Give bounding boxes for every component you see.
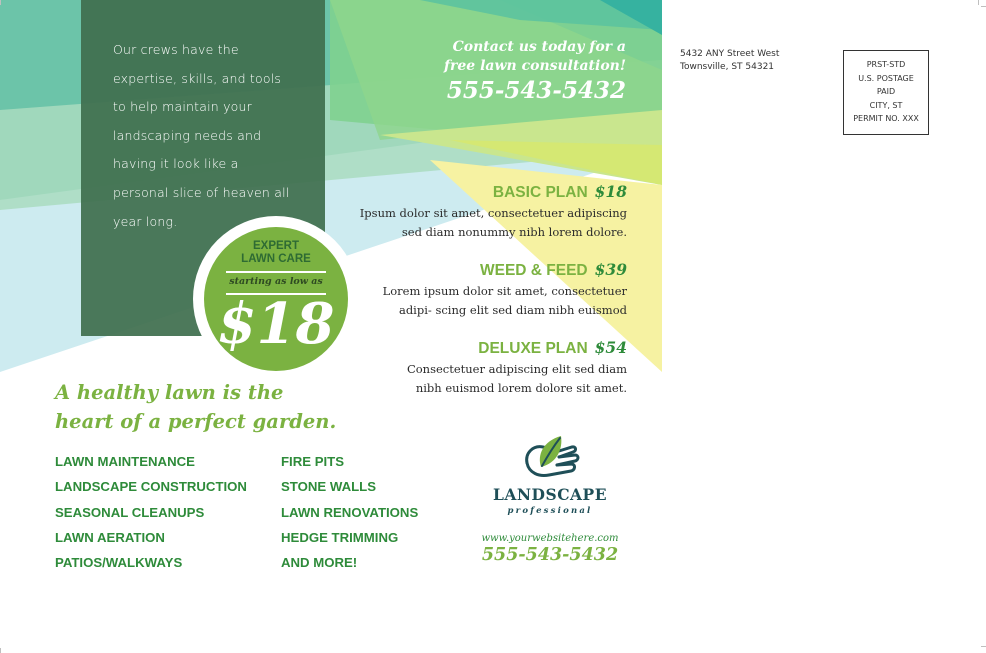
plan-price: $54 <box>594 338 627 357</box>
plan-desc: Consectetuer adipiscing elit sed diam <box>406 362 627 376</box>
contact-phone: 555-543-5432 <box>446 77 626 104</box>
service-item: LAWN MAINTENANCE <box>55 454 195 469</box>
plan-desc: nibh euismod lorem dolore sit amet. <box>415 380 627 395</box>
service-item: HEDGE TRIMMING <box>281 529 399 545</box>
postage-line: U.S. POSTAGE <box>858 73 914 83</box>
plan-price: $18 <box>594 182 627 201</box>
badge-line1: EXPERT <box>252 240 299 252</box>
service-item: LAWN AERATION <box>55 529 165 545</box>
intro-line: expertise, skills, and tools <box>113 70 282 86</box>
logo-name: LANDSCAPE <box>492 485 608 504</box>
plan-desc: Lorem ipsum dolor sit amet, consectetuer <box>382 284 627 298</box>
plan-desc: sed diam nonummy nibh lorem dolore. <box>401 224 627 239</box>
leaf-hand-icon <box>521 433 581 481</box>
address-line1: 5432 ANY Street West <box>680 49 780 59</box>
crop-mark <box>0 648 1 653</box>
service-item: AND MORE! <box>281 555 358 571</box>
intro-line: personal slice of heaven all <box>113 184 290 200</box>
postage-indicia <box>843 50 929 135</box>
service-item: PATIOS/WALKWAYS <box>55 555 183 571</box>
service-item: STONE WALLS <box>281 479 377 495</box>
plan-name: WEED & FEED <box>479 262 588 279</box>
service-item: FIRE PITS <box>281 454 345 469</box>
contact-block <box>420 38 626 106</box>
plan-item <box>352 258 627 319</box>
services-column-2 <box>281 449 418 575</box>
price-badge <box>204 227 348 371</box>
footer-phone: 555-543-5432 <box>481 545 619 565</box>
postage-line: PAID <box>876 87 896 97</box>
crop-mark <box>981 6 986 7</box>
plan-name: DELUXE PLAN <box>478 340 588 357</box>
return-address <box>680 48 779 74</box>
plan-name: BASIC PLAN <box>492 184 588 201</box>
contact-line1: Contact us today for a <box>452 39 626 55</box>
intro-line: Our crews have the <box>113 42 239 57</box>
plan-item <box>352 336 627 397</box>
badge-price: $18 <box>217 291 335 357</box>
plan-desc: Ipsum dolor sit amet, consectetuer adipiscing <box>359 206 627 220</box>
tagline-line2: heart of a perfect garden. <box>55 410 337 433</box>
service-item: LANDSCAPE CONSTRUCTION <box>55 479 247 495</box>
tagline-line1: A healthy lawn is the <box>55 381 284 404</box>
intro-line: to help maintain your <box>113 99 252 115</box>
badge-starting-text: starting as low as <box>229 276 323 287</box>
plan-desc: adipi- scing elit sed diam nibh euismod <box>398 302 627 317</box>
intro-line: landscaping needs and <box>113 127 262 143</box>
intro-text <box>113 36 309 236</box>
address-line2: Townsville, ST 54321 <box>680 62 775 72</box>
crop-mark <box>0 0 1 5</box>
intro-line: year long. <box>113 213 178 229</box>
badge-divider <box>226 271 326 273</box>
crop-mark <box>981 646 986 647</box>
contact-line2: free lawn consultation! <box>444 58 626 74</box>
postage-line: PRST-STD <box>866 60 906 69</box>
website-link[interactable]: www.yourwebsitehere.com <box>481 533 619 544</box>
intro-line: having it look like a <box>113 156 239 172</box>
service-item: SEASONAL CLEANUPS <box>55 504 205 520</box>
badge-line2: LAWN CARE <box>241 253 311 265</box>
crop-mark <box>978 0 979 5</box>
postage-line: PERMIT NO. XXX <box>853 114 919 124</box>
postage-line: CITY, ST <box>869 100 903 110</box>
plan-price: $39 <box>594 260 627 279</box>
plan-item <box>352 180 627 241</box>
service-item: LAWN RENOVATIONS <box>281 504 419 520</box>
tagline <box>55 378 375 436</box>
logo-subtitle: professional <box>507 506 593 516</box>
services-column-1 <box>55 449 247 575</box>
